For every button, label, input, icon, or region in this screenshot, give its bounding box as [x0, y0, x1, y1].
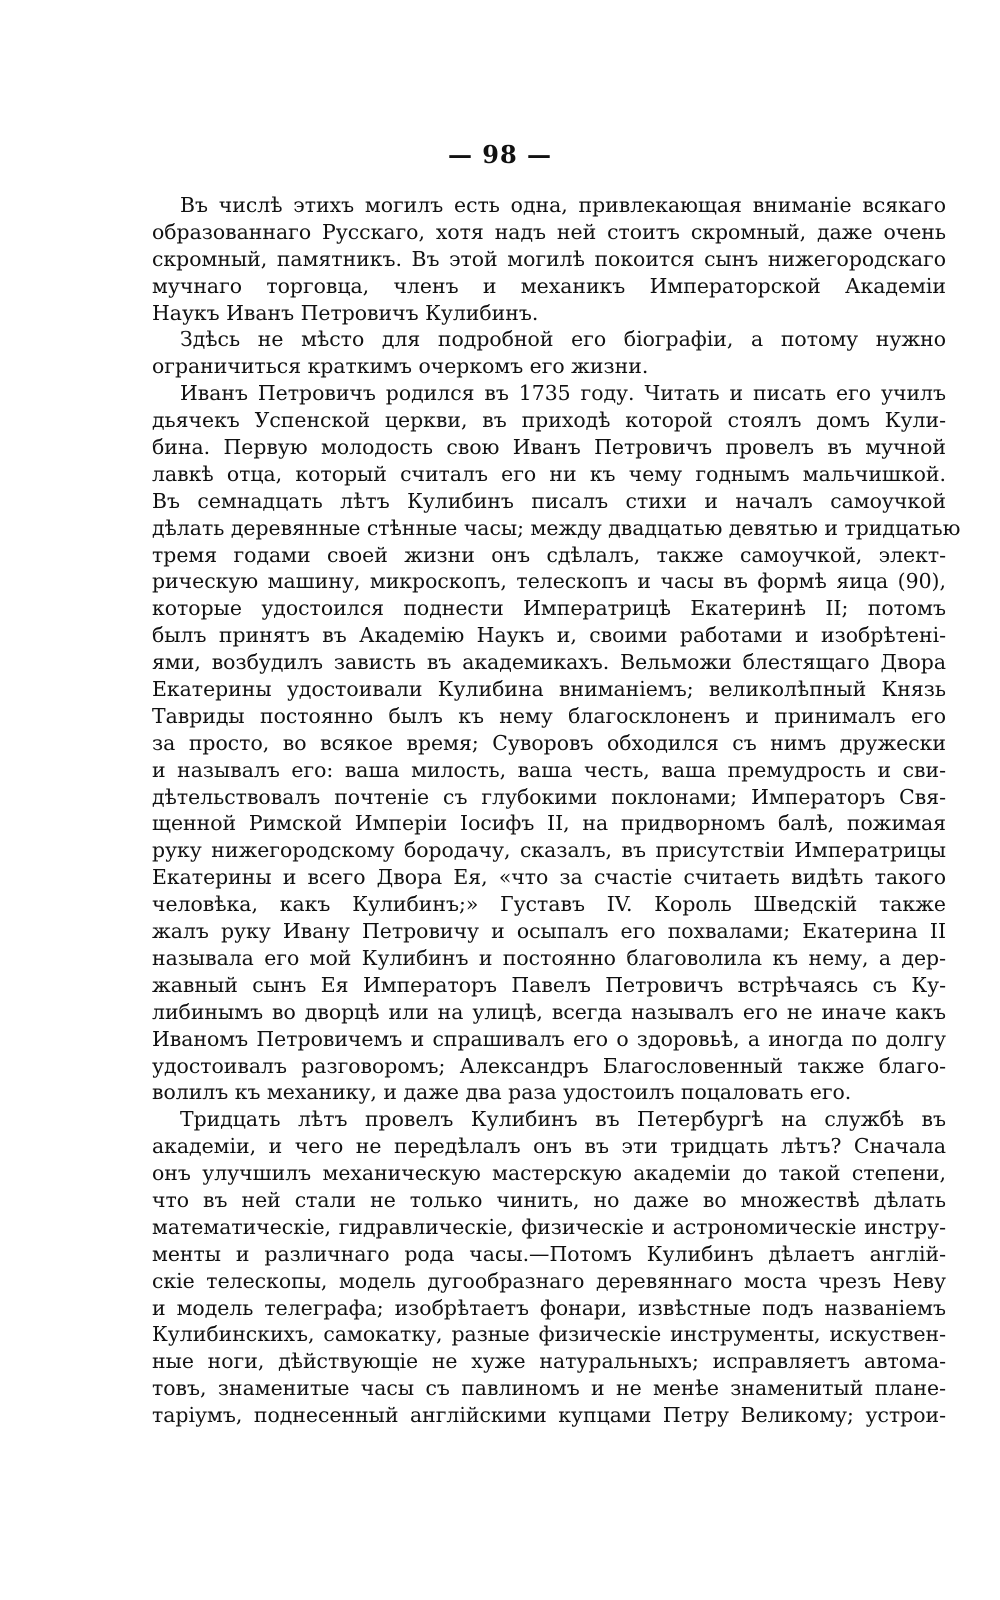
text-line: Въ семнадцать лѣтъ Кулибинъ писалъ стихи и началъ самоучкой: [152, 488, 946, 513]
text-line: руку нижегородскому бородачу, сказалъ, въ присутствіи Императрицы: [152, 838, 946, 863]
text-line: человѣка, какъ Кулибинъ;» Густавъ IV. Король Шведскій также: [152, 892, 946, 917]
text-line: Кулибинскихъ, самокатку, разные физическіе инструменты, искуствен-: [152, 1322, 946, 1347]
text-line: что въ ней стали не только чинить, но даже во множествѣ дѣлать: [152, 1187, 946, 1212]
text-line: Иваномъ Петровичемъ и спрашивалъ его о здоровьѣ, а иногда по долгу: [152, 1026, 946, 1051]
text-line: математическіе, гидравлическіе, физическіе и астрономическіе инстру-: [152, 1214, 946, 1239]
text-line: ограничиться краткимъ очеркомъ его жизни.: [152, 354, 649, 379]
text-line: академіи, и чего не передѣлалъ онъ въ эти тридцать лѣтъ? Сначала: [152, 1134, 946, 1159]
text-line: онъ улучшилъ механическую мастерскую академіи до такой степени,: [152, 1161, 946, 1186]
text-line: Екатерины и всего Двора Ея, «что за счастіе считаеть видѣть такого: [152, 865, 946, 890]
text-line: ные ноги, дѣйствующіе не хуже натуральныхъ; исправляетъ автома-: [152, 1349, 946, 1374]
text-line: и модель телеграфа; изобрѣтаетъ фонари, извѣстные подъ названіемъ: [152, 1295, 946, 1320]
text-line: и называлъ его: ваша милость, ваша честь, ваша премудрость и сви-: [152, 757, 946, 782]
text-line: Здѣсь не мѣсто для подробной его біографіи, а потому нужно: [180, 327, 946, 352]
text-line: мучнаго торговца, членъ и механикъ Императорской Академіи: [152, 273, 946, 298]
text-line: таріумъ, поднесенный англійскими купцами Петру Великому; устрои-: [152, 1403, 946, 1428]
text-line: товъ, знаменитые часы съ павлиномъ и не менѣе знаменитый плане-: [152, 1376, 946, 1401]
text-line: волилъ къ механику, и даже два раза удостоилъ поцаловать его.: [152, 1080, 852, 1105]
page-number: — 98 —: [447, 140, 553, 169]
text-line: лавкѣ отца, который считалъ его ни къ чему годнымъ мальчишкой.: [152, 461, 946, 486]
text-line: называла его мой Кулибинъ и постоянно благоволила къ нему, а дер-: [152, 945, 946, 970]
text-line: Наукъ Иванъ Петровичъ Кулибинъ.: [152, 300, 539, 325]
text-line: Иванъ Петровичъ родился въ 1735 году. Читать и писать его училъ: [180, 381, 946, 406]
text-line: рическую машину, микроскопъ, телескопъ и часы въ формѣ яица (90),: [152, 569, 946, 594]
text-line: Въ числѣ этихъ могилъ есть одна, привлекающая вниманіе всякаго: [180, 193, 946, 217]
text-line: дѣтельствовалъ почтеніе съ глубокими поклонами; Императоръ Свя-: [152, 784, 946, 809]
text-line: щенной Римской Имперіи Іосифъ II, на придворномъ балѣ, пожимая: [152, 811, 946, 836]
text-line: образованнаго Русскаго, хотя надъ ней стоитъ скромный, даже очень: [152, 219, 946, 244]
text-line: Тавриды постоянно былъ къ нему благосклоненъ и принималъ его: [152, 703, 946, 728]
text-line: ями, возбудилъ зависть въ академикахъ. Вельможи блестящаго Двора: [152, 650, 946, 675]
text-line: Тридцать лѣтъ провелъ Кулибинъ въ Петербургѣ на службѣ въ: [180, 1107, 946, 1132]
text-line: Екатерины удостоивали Кулибина вниманіемъ; великолѣпный Князь: [152, 677, 946, 702]
text-line: дьячекъ Успенской церкви, въ приходѣ которой стоялъ домъ Кули-: [152, 408, 946, 433]
text-line: жавный сынъ Ея Императоръ Павелъ Петровичъ встрѣчаясь съ Ку-: [152, 972, 946, 997]
text-line: либинымъ во дворцѣ или на улицѣ, всегда называлъ его не иначе какъ: [152, 999, 946, 1024]
text-line: менты и различнаго рода часы.—Потомъ Кулибинъ дѣлаетъ англій-: [152, 1241, 946, 1266]
text-line: тремя годами своей жизни онъ сдѣлалъ, также самоучкой, элект-: [152, 542, 946, 567]
text-line: скіе телескопы, модель дугообразнаго деревяннаго моста чрезъ Неву: [152, 1268, 946, 1293]
body-text: [152, 192, 961, 1429]
text-line: за просто, во всякое время; Суворовъ обходился съ нимъ дружески: [152, 730, 946, 755]
text-line: которые удостоился поднести Императрицѣ Екатеринѣ II; потомъ: [152, 596, 946, 621]
text-line: удостоивалъ разговоромъ; Александръ Благословенный также благо-: [152, 1053, 946, 1078]
text-line: былъ принятъ въ Академію Наукъ и, своими работами и изобрѣтені-: [152, 623, 946, 648]
text-line: бина. Первую молодость свою Иванъ Петровичъ провелъ въ мучной: [152, 435, 946, 460]
text-line: дѣлать деревянные стѣнные часы; между двадцатью девятью и тридцатью: [152, 515, 961, 540]
text-line: жалъ руку Ивану Петровичу и осыпалъ его похвалами; Екатерина II: [152, 919, 946, 944]
text-line: скромный, памятникъ. Въ этой могилѣ покоится сынъ нижегородскаго: [152, 246, 946, 271]
